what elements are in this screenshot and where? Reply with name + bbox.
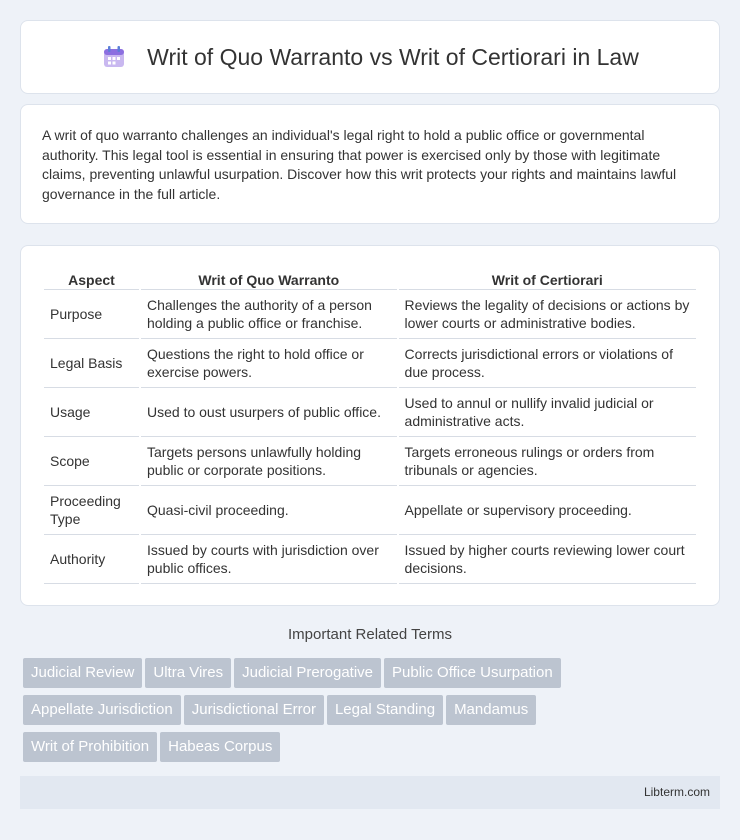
header-aspect: Aspect bbox=[44, 264, 139, 290]
row-certiorari: Issued by higher courts reviewing lower court decisions. bbox=[399, 535, 696, 584]
table-row bbox=[44, 388, 696, 437]
row-quo-warranto: Issued by courts with jurisdiction over public offices. bbox=[141, 535, 397, 584]
row-quo-warranto: Questions the right to hold office or exercise powers. bbox=[141, 339, 397, 388]
row-quo-warranto: Targets persons unlawfully holding public or corporate positions. bbox=[141, 437, 397, 486]
tag-legal-standing[interactable]: Legal Standing bbox=[327, 695, 443, 725]
row-certiorari: Corrects jurisdictional errors or violations of due process. bbox=[399, 339, 696, 388]
related-terms-title: Important Related Terms bbox=[288, 626, 452, 643]
tag-judicial-review[interactable]: Judicial Review bbox=[23, 658, 142, 688]
tag-jurisdictional-error[interactable]: Jurisdictional Error bbox=[184, 695, 324, 725]
row-aspect: Scope bbox=[44, 437, 139, 486]
title-card bbox=[20, 20, 720, 94]
page-title: Writ of Quo Warranto vs Writ of Certiorari in Law bbox=[147, 43, 639, 70]
table-row bbox=[44, 535, 696, 584]
row-certiorari: Targets erroneous rulings or orders from tribunals or agencies. bbox=[399, 437, 696, 486]
row-aspect: Proceeding Type bbox=[44, 486, 139, 535]
row-aspect: Authority bbox=[44, 535, 139, 584]
table-header-row bbox=[44, 264, 696, 290]
tag-writ-of-prohibition[interactable]: Writ of Prohibition bbox=[23, 732, 157, 762]
tag-habeas-corpus[interactable]: Habeas Corpus bbox=[160, 732, 280, 762]
row-aspect: Usage bbox=[44, 388, 139, 437]
table-row bbox=[44, 486, 696, 535]
comparison-table bbox=[42, 264, 698, 584]
row-quo-warranto: Quasi-civil proceeding. bbox=[141, 486, 397, 535]
footer-site-link[interactable]: Libterm.com bbox=[643, 785, 710, 799]
intro-text: A writ of quo warranto challenges an individual's legal right to hold a public office or governmental authority. This legal tool is essential in ensuring that power is exercised only by those with legitimate claims, preventing unlawful usurpation. Discover how this writ protects your rights and maintains lawful governance in the full article. bbox=[42, 127, 677, 202]
row-aspect: Purpose bbox=[44, 290, 139, 339]
header-certiorari: Writ of Certiorari bbox=[399, 264, 696, 290]
intro-card bbox=[20, 104, 720, 224]
row-certiorari: Appellate or supervisory proceeding. bbox=[399, 486, 696, 535]
row-certiorari: Used to annul or nullify invalid judicial or administrative acts. bbox=[399, 388, 696, 437]
comparison-card bbox=[20, 245, 720, 606]
calendar-icon bbox=[101, 44, 127, 70]
tag-judicial-prerogative[interactable]: Judicial Prerogative bbox=[234, 658, 381, 688]
tag-ultra-vires[interactable]: Ultra Vires bbox=[145, 658, 231, 688]
tag-public-office-usurpation[interactable]: Public Office Usurpation bbox=[384, 658, 561, 688]
table-row bbox=[44, 437, 696, 486]
row-quo-warranto: Used to oust usurpers of public office. bbox=[141, 388, 397, 437]
header-quo-warranto: Writ of Quo Warranto bbox=[141, 264, 397, 290]
table-row bbox=[44, 339, 696, 388]
row-aspect: Legal Basis bbox=[44, 339, 139, 388]
footer bbox=[20, 776, 720, 809]
row-quo-warranto: Challenges the authority of a person holding a public office or franchise. bbox=[141, 290, 397, 339]
row-certiorari: Reviews the legality of decisions or actions by lower courts or administrative bodies. bbox=[399, 290, 696, 339]
table-row bbox=[44, 290, 696, 339]
tag-mandamus[interactable]: Mandamus bbox=[446, 695, 536, 725]
related-terms-list bbox=[23, 658, 723, 769]
tag-appellate-jurisdiction[interactable]: Appellate Jurisdiction bbox=[23, 695, 181, 725]
